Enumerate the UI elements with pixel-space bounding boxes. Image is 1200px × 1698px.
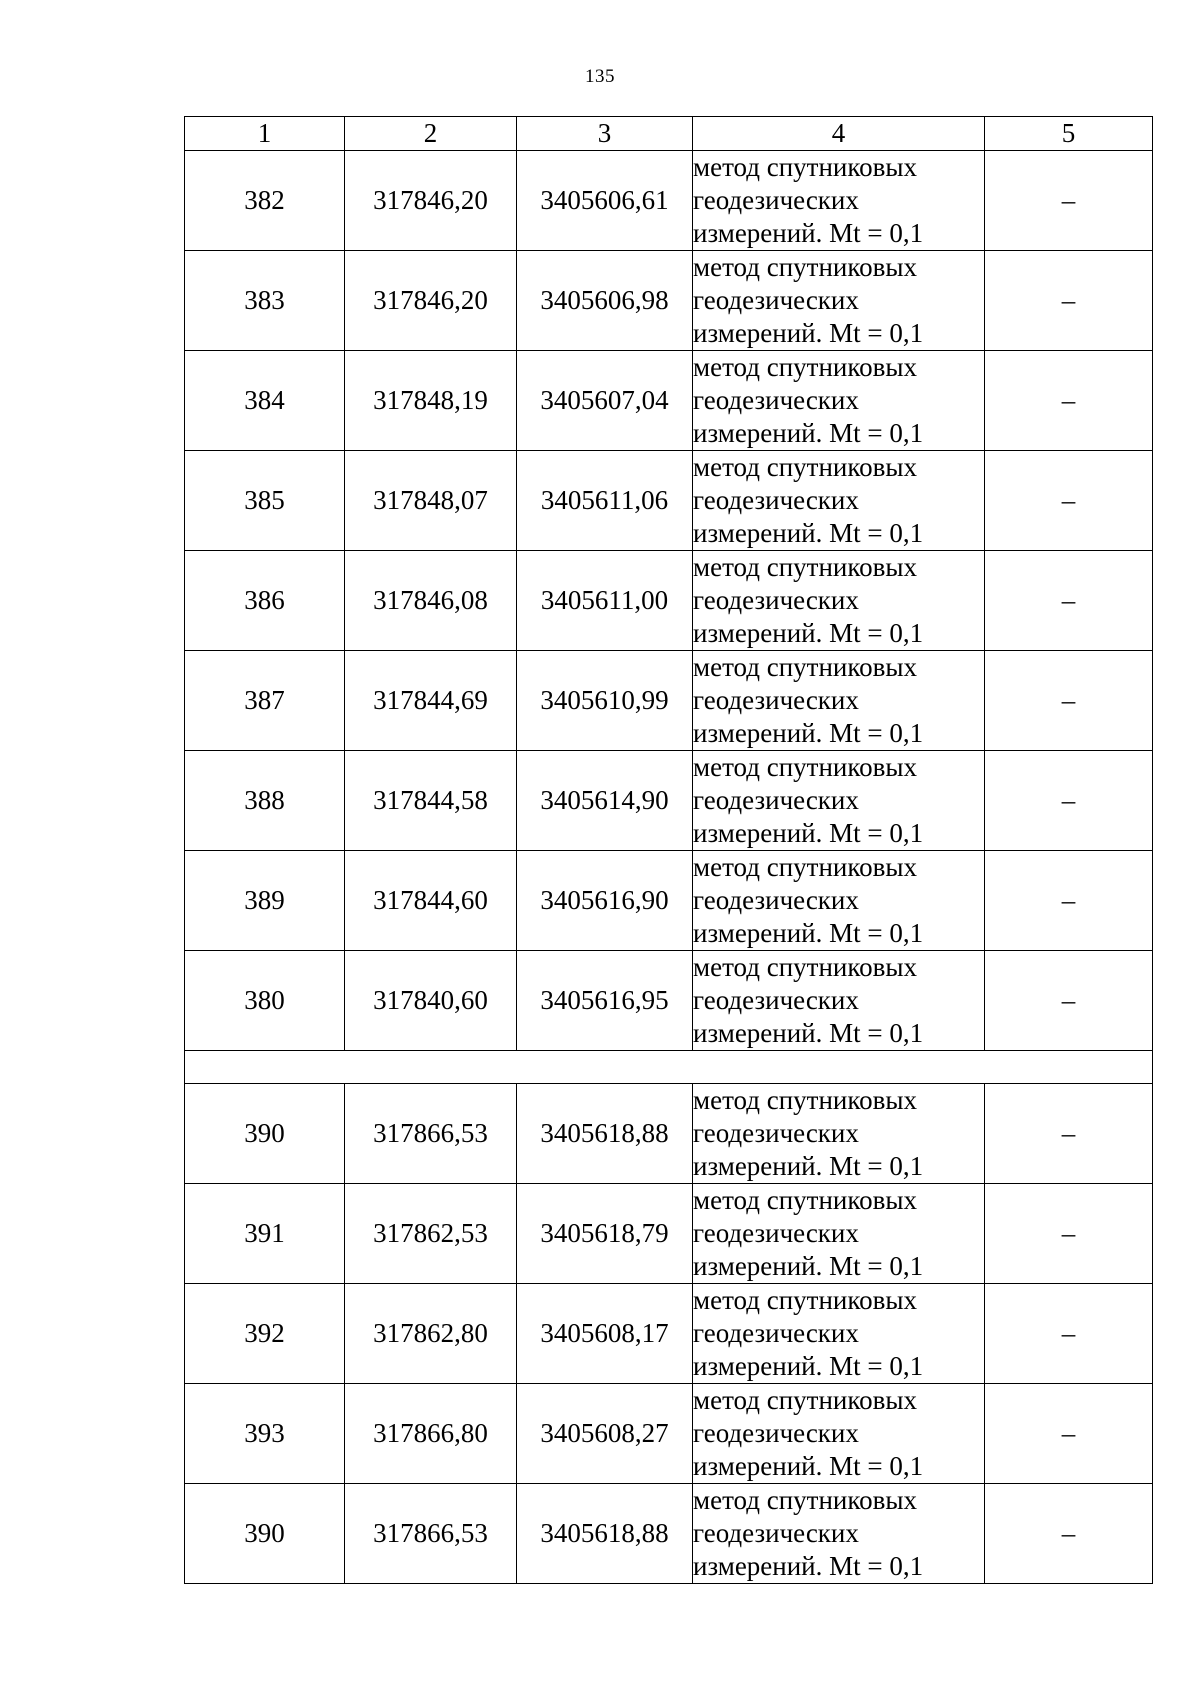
coordinate-y-cell: 3405607,04 <box>517 351 693 451</box>
coordinate-x-cell: 317862,80 <box>345 1284 517 1384</box>
point-number-cell: 388 <box>185 751 345 851</box>
method-line: измерений. Mt = 0,1 <box>693 1351 924 1381</box>
method-line: геодезических <box>693 1418 859 1448</box>
method-line: метод спутниковых <box>693 752 917 782</box>
method-cell <box>693 1484 985 1584</box>
note-cell: – <box>985 251 1153 351</box>
method-line: измерений. Mt = 0,1 <box>693 1551 924 1581</box>
note-cell: – <box>985 651 1153 751</box>
method-line: измерений. Mt = 0,1 <box>693 418 924 448</box>
coordinate-x-cell: 317848,07 <box>345 451 517 551</box>
note-cell: – <box>985 751 1153 851</box>
method-line: измерений. Mt = 0,1 <box>693 918 924 948</box>
method-line: метод спутниковых <box>693 552 917 582</box>
method-cell <box>693 551 985 651</box>
note-cell: – <box>985 1184 1153 1284</box>
table-row <box>185 1184 1153 1284</box>
method-cell <box>693 1184 985 1284</box>
method-line: геодезических <box>693 1318 859 1348</box>
coordinate-y-cell: 3405614,90 <box>517 751 693 851</box>
coordinate-y-cell: 3405618,88 <box>517 1084 693 1184</box>
table-row <box>185 751 1153 851</box>
point-number-cell: 392 <box>185 1284 345 1384</box>
coordinate-x-cell: 317844,60 <box>345 851 517 951</box>
table-row <box>185 551 1153 651</box>
method-line: измерений. Mt = 0,1 <box>693 318 924 348</box>
method-cell <box>693 1284 985 1384</box>
coordinate-x-cell: 317844,58 <box>345 751 517 851</box>
point-number-cell: 380 <box>185 951 345 1051</box>
coordinate-x-cell: 317848,19 <box>345 351 517 451</box>
table-row <box>185 351 1153 451</box>
note-cell: – <box>985 951 1153 1051</box>
method-line: измерений. Mt = 0,1 <box>693 818 924 848</box>
table-row <box>185 651 1153 751</box>
method-line: геодезических <box>693 185 859 215</box>
group-separator-row <box>185 1051 1153 1084</box>
coordinate-y-cell: 3405611,00 <box>517 551 693 651</box>
method-line: метод спутниковых <box>693 252 917 282</box>
method-cell <box>693 851 985 951</box>
table-row <box>185 1284 1153 1384</box>
method-line: измерений. Mt = 0,1 <box>693 218 924 248</box>
point-number-cell: 390 <box>185 1484 345 1584</box>
note-cell: – <box>985 451 1153 551</box>
method-line: измерений. Mt = 0,1 <box>693 618 924 648</box>
table-row <box>185 451 1153 551</box>
point-number-cell: 391 <box>185 1184 345 1284</box>
table-body <box>185 151 1153 1584</box>
method-line: геодезических <box>693 785 859 815</box>
method-line: измерений. Mt = 0,1 <box>693 518 924 548</box>
method-cell <box>693 751 985 851</box>
method-line: измерений. Mt = 0,1 <box>693 1018 924 1048</box>
method-line: метод спутниковых <box>693 952 917 982</box>
group-separator-cell <box>185 1051 1153 1084</box>
method-cell <box>693 451 985 551</box>
method-line: измерений. Mt = 0,1 <box>693 1451 924 1481</box>
method-line: геодезических <box>693 685 859 715</box>
table-row <box>185 1084 1153 1184</box>
method-line: геодезических <box>693 1218 859 1248</box>
method-cell <box>693 351 985 451</box>
method-cell <box>693 151 985 251</box>
method-line: метод спутниковых <box>693 152 917 182</box>
column-header: 4 <box>693 117 985 151</box>
method-cell <box>693 651 985 751</box>
method-line: геодезических <box>693 1118 859 1148</box>
point-number-cell: 384 <box>185 351 345 451</box>
coordinate-x-cell: 317846,20 <box>345 151 517 251</box>
note-cell: – <box>985 1384 1153 1484</box>
note-cell: – <box>985 551 1153 651</box>
coordinate-x-cell: 317846,20 <box>345 251 517 351</box>
coordinate-x-cell: 317846,08 <box>345 551 517 651</box>
method-line: геодезических <box>693 985 859 1015</box>
coordinate-x-cell: 317866,53 <box>345 1484 517 1584</box>
method-line: геодезических <box>693 1518 859 1548</box>
coordinate-x-cell: 317840,60 <box>345 951 517 1051</box>
method-line: измерений. Mt = 0,1 <box>693 1151 924 1181</box>
coordinate-y-cell: 3405618,88 <box>517 1484 693 1584</box>
table-row <box>185 951 1153 1051</box>
coordinate-y-cell: 3405610,99 <box>517 651 693 751</box>
table-header-row <box>185 117 1153 151</box>
coordinate-y-cell: 3405606,98 <box>517 251 693 351</box>
method-cell <box>693 951 985 1051</box>
coordinate-y-cell: 3405616,95 <box>517 951 693 1051</box>
point-number-cell: 385 <box>185 451 345 551</box>
coordinate-y-cell: 3405618,79 <box>517 1184 693 1284</box>
column-header: 5 <box>985 117 1153 151</box>
method-line: геодезических <box>693 585 859 615</box>
note-cell: – <box>985 351 1153 451</box>
method-line: метод спутниковых <box>693 1085 917 1115</box>
column-header: 3 <box>517 117 693 151</box>
table-row <box>185 251 1153 351</box>
point-number-cell: 390 <box>185 1084 345 1184</box>
method-cell <box>693 251 985 351</box>
point-number-cell: 386 <box>185 551 345 651</box>
table-row <box>185 151 1153 251</box>
column-header: 2 <box>345 117 517 151</box>
method-line: метод спутниковых <box>693 1185 917 1215</box>
method-line: геодезических <box>693 285 859 315</box>
point-number-cell: 383 <box>185 251 345 351</box>
coordinate-x-cell: 317866,80 <box>345 1384 517 1484</box>
method-line: геодезических <box>693 485 859 515</box>
page-number: 135 <box>585 66 615 87</box>
method-cell <box>693 1384 985 1484</box>
coordinate-y-cell: 3405616,90 <box>517 851 693 951</box>
point-number-cell: 389 <box>185 851 345 951</box>
coordinate-y-cell: 3405606,61 <box>517 151 693 251</box>
coordinate-x-cell: 317844,69 <box>345 651 517 751</box>
point-number-cell: 387 <box>185 651 345 751</box>
method-line: метод спутниковых <box>693 1285 917 1315</box>
coordinates-table <box>184 116 1153 1584</box>
method-line: метод спутниковых <box>693 852 917 882</box>
method-line: метод спутниковых <box>693 1485 917 1515</box>
method-line: метод спутниковых <box>693 452 917 482</box>
method-cell <box>693 1084 985 1184</box>
coordinate-x-cell: 317862,53 <box>345 1184 517 1284</box>
method-line: метод спутниковых <box>693 652 917 682</box>
point-number-cell: 393 <box>185 1384 345 1484</box>
note-cell: – <box>985 851 1153 951</box>
table-row <box>185 1384 1153 1484</box>
method-line: измерений. Mt = 0,1 <box>693 718 924 748</box>
table-row <box>185 1484 1153 1584</box>
method-line: метод спутниковых <box>693 352 917 382</box>
note-cell: – <box>985 1284 1153 1384</box>
method-line: геодезических <box>693 385 859 415</box>
note-cell: – <box>985 1484 1153 1584</box>
note-cell: – <box>985 151 1153 251</box>
point-number-cell: 382 <box>185 151 345 251</box>
method-line: метод спутниковых <box>693 1385 917 1415</box>
column-header: 1 <box>185 117 345 151</box>
method-line: геодезических <box>693 885 859 915</box>
coordinate-y-cell: 3405608,17 <box>517 1284 693 1384</box>
coordinate-x-cell: 317866,53 <box>345 1084 517 1184</box>
note-cell: – <box>985 1084 1153 1184</box>
coordinate-y-cell: 3405611,06 <box>517 451 693 551</box>
coordinate-y-cell: 3405608,27 <box>517 1384 693 1484</box>
table-row <box>185 851 1153 951</box>
method-line: измерений. Mt = 0,1 <box>693 1251 924 1281</box>
